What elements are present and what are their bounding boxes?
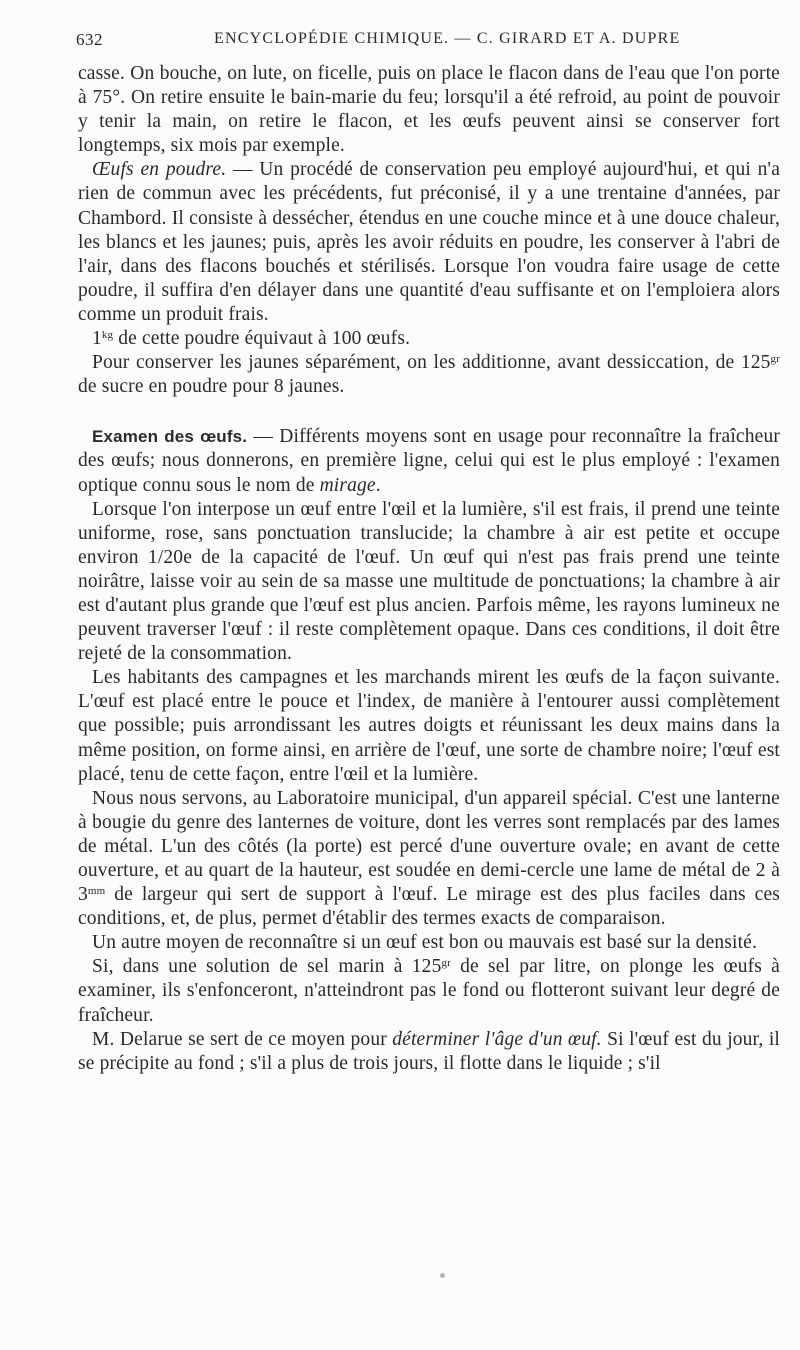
paragraph-text: de sel par litre, on plonge les œufs à examiner, ils s'enfonceront, n'atteindront pas le fond ou flotteront suivant leur degré de fraîcheur.: [78, 956, 780, 1026]
paragraph-conservation-end: casse. On bouche, on lute, on ficelle, puis on place le flacon dans de l'eau que l'on porte à 75°. On retire ensuite le bain-marie du feu; lorsqu'il a été refroid, au point de pouvoir y tenir la main, on retire le flacon, et les œufs peuvent ainsi se conserver fort longtemps, six mois par exemple.: [78, 63, 780, 157]
paragraph-text: — Un procédé de conservation peu employé aujourd'hui, et qui n'a rien de commun avec les précédents, fut préconisé, il y a une trentaine d'années, par Chambord. Il consiste à dessécher, étendus en une couche mince et à une douce chaleur, les blancs et les jaunes; puis, après les avoir réduits en poudre, les conserver à l'abri de l'air, dans des flacons bouchés et stérilisés. Lorsque l'on voudra faire usage de cette poudre, il suffira d'en délayer dans une quantité d'eau suffisante et on l'emploiera alors comme un produit frais.: [78, 159, 780, 325]
paragraph-text: de largeur qui sert de support à l'œuf. Le mirage est des plus faciles dans ces conditions, et, de plus, permet d'établir des termes exacts de comparaison.: [78, 884, 780, 930]
paragraph-oeufs-en-poudre: [78, 158, 780, 327]
paragraph-yolks: [78, 351, 780, 399]
scan-speck: [440, 1273, 445, 1278]
body-text: [78, 62, 780, 1076]
paragraph-text: .: [375, 474, 381, 496]
paragraph-text: — Différents moyens sont en usage pour reconnaître la fraîcheur des œufs; nous donnerons, en première ligne, celui qui est le plus employé : l'examen optique connu sous le nom de: [78, 426, 780, 496]
paragraph-text: de sucre en poudre pour 8 jaunes.: [78, 376, 345, 398]
paragraph-title: Œufs en poudre.: [92, 159, 227, 181]
paragraph-text: de cette poudre équivaut à 100 œufs.: [113, 328, 411, 350]
unit-superscript: gr: [770, 353, 780, 366]
italic-term: mirage: [319, 474, 376, 496]
running-title: ENCYCLOPÉDIE CHIMIQUE. — C. GIRARD ET A. DUPRE: [214, 30, 681, 47]
paragraph-text: Nous nous servons, au Laboratoire municipal, d'un appareil spécial. C'est une lanterne à bougie du genre des lanternes de voiture, dont les verres sont remplacés par des lames de métal. L'un des côtés (la porte) est percé d'une ouverture ovale; en avant de cette ouverture, et au quart de la hauteur, est soudée en demi-cercle une lame de métal de 2 à 3: [78, 787, 780, 906]
paragraph-hand-method: Les habitants des campagnes et les marchands mirent les œufs de la façon suivante. L'œuf est placé entre le pouce et l'index, de manière à l'entourer aussi complètement que possible; puis arrondissant les autres doigts et réunissant les deux mains dans la même position, on forme ainsi, en arrière de l'œuf, une sorte de chambre noire; l'œuf est placé, tenu de cette façon, entre l'œil et la lumière.: [78, 667, 780, 785]
paragraph-text: Pour conserver les jaunes séparément, on les additionne, avant dessiccation, de 125: [92, 352, 771, 374]
paragraph-salt-solution: [78, 955, 780, 1027]
paragraph-text: M. Delarue se sert de ce moyen pour: [92, 1028, 393, 1050]
italic-phrase: déterminer l'âge d'un œuf.: [392, 1028, 602, 1050]
unit-superscript: mm: [87, 885, 106, 898]
page-number: 632: [76, 30, 103, 49]
paragraph-density: Un autre moyen de reconnaître si un œuf est bon ou mauvais est basé sur la densité.: [92, 932, 757, 954]
section-heading: Examen des œufs.: [92, 427, 248, 447]
paragraph-text: Si l'œuf est du jour, il se précipite au fond ; s'il a plus de trois jours, il flotte dans le liquide ; s'il: [78, 1028, 780, 1074]
paragraph-text: Si, dans une solution de sel marin à 125: [92, 956, 442, 978]
unit-superscript: gr: [441, 957, 451, 970]
paragraph-delarue: [78, 1028, 780, 1076]
unit-superscript: kg: [101, 329, 114, 342]
quantity: 1: [92, 328, 102, 350]
paragraph-candling: Lorsque l'on interpose un œuf entre l'œil et la lumière, s'il est frais, il prend une teinte uniforme, rose, sans ponctuation translucide; la chambre à air est petite et occupe environ 1/20e de la capacité de l'œuf. Un œuf qui n'est pas frais prend une teinte noirâtre, laisse voir au sein de sa masse une multitude de ponctuations; la chambre à air est d'autant plus grande que l'œuf est plus ancien. Parfois même, les rayons lumineux ne peuvent traverser l'œuf : il reste complètement opaque. Dans ces conditions, il doit être rejeté de la consommation.: [78, 498, 780, 665]
paragraph-examen-des-oeufs: [78, 425, 780, 497]
running-head: [0, 30, 800, 56]
paragraph-powder-equivalence: [78, 327, 780, 351]
section-gap: [78, 399, 780, 425]
paragraph-lantern: [78, 787, 780, 932]
